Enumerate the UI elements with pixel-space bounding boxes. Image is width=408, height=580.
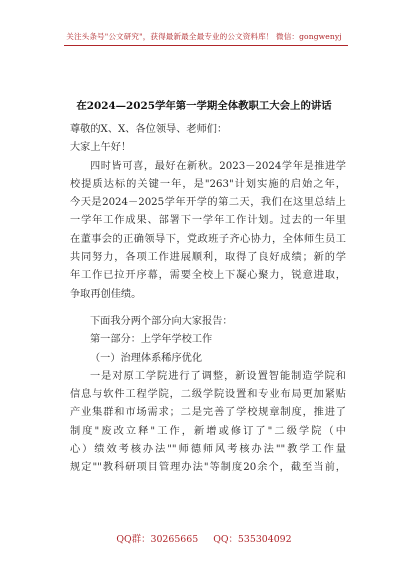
part-heading: 第一部分：上学年学校工作: [90, 334, 213, 346]
footer-qq: QQ：535304092: [213, 534, 292, 545]
paragraph-line: 产业集群和市场需求；二是完善了学校规章制度，推进了: [70, 407, 346, 419]
paragraph-line: 制度"废改立释"工作，新增或修订了"二级学院（中: [70, 425, 346, 437]
greeting: 大家上午好！: [70, 142, 132, 154]
paragraph-line: 在董事会的正确领导下，党政班子齐心协力，全体师生员工: [70, 233, 346, 245]
footer-qq-group: QQ群：30265665: [116, 534, 199, 545]
paragraph-line: 今天是2024－2025学年开学的第二天，我们在这里总结上: [70, 197, 346, 209]
document-body: [70, 121, 346, 478]
paragraph-line: 一学年工作成果、部署下一学年工作计划。过去的一年里: [70, 215, 346, 227]
document-title: 在2024—2025学年第一学期全体教职工大会上的讲话: [76, 100, 332, 112]
section-heading: （一）治理体系稀序优化: [90, 352, 203, 364]
header-divider: [64, 45, 348, 46]
paragraph-line: 信息与软件工程学院，二级学院设置和专业布局更加紧贴: [70, 389, 346, 401]
paragraph-line: 年工作已拉开序幕，需要全校上下凝心聚力，锐意进取，: [70, 270, 346, 282]
paragraph-line: 心）绩效考核办法""师德师风考核办法""教学工作量: [70, 444, 346, 456]
paragraph-line: 四时皆可喜，最好在新秋。2023－2024学年是推进学: [90, 160, 346, 172]
footer-contact: [0, 531, 408, 545]
header-banner: 关注头条号"公文研究"，获得最新最全最专业的公文资料库！ 微信：gongwenyj: [66, 32, 342, 41]
paragraph-line: 一是对原工学院进行了调整，新设置智能制造学院和: [90, 370, 346, 382]
report-intro: 下面我分两个部分向大家报告：: [90, 315, 233, 327]
salutation: 尊敬的X、X、各位领导、老师们：: [70, 124, 228, 135]
paragraph-line: 争取再创佳绩。: [70, 288, 142, 300]
paragraph-line: 校提质达标的关键一年，是"263"计划实施的启始之年，: [70, 178, 346, 190]
paragraph-spacer: [70, 304, 346, 313]
paragraph-line: 规定""教科研项目管理办法"等制度20余个，截至当前，: [70, 462, 346, 474]
paragraph-line: 共同努力，各项工作进展顺利，取得了良好成绩；新的学: [70, 252, 346, 264]
